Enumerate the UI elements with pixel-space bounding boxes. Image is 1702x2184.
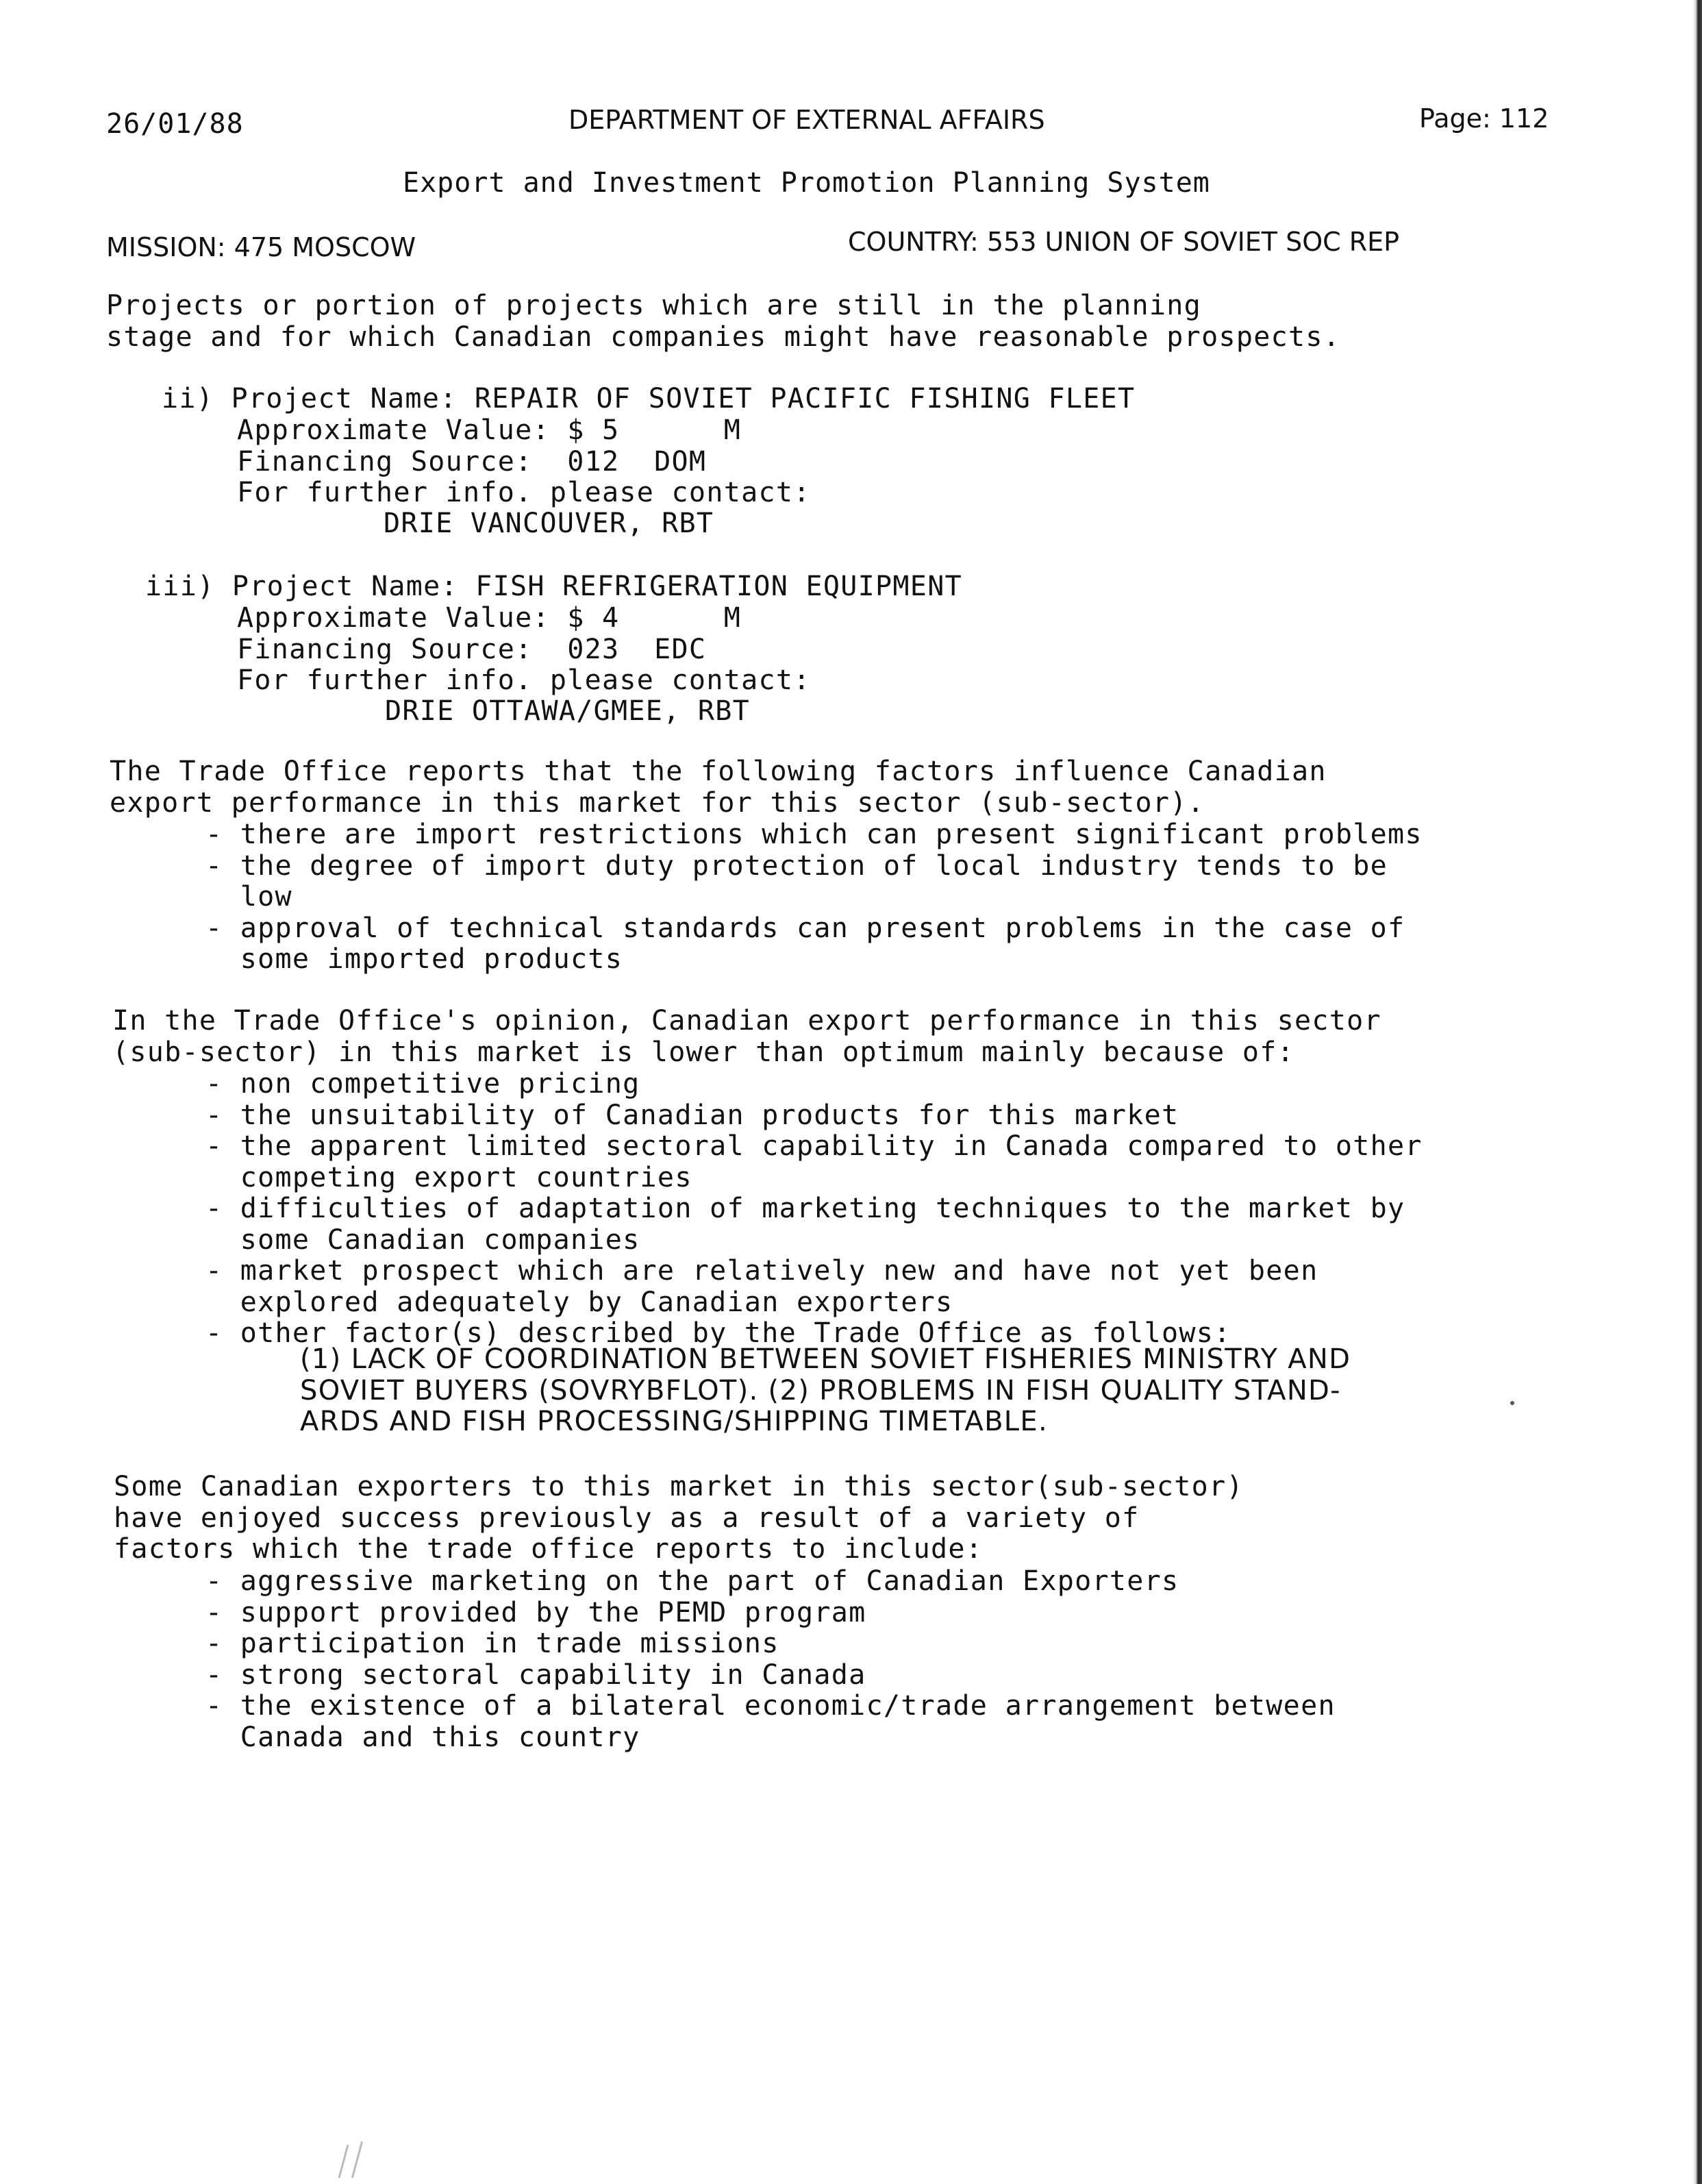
- list-item: competing export countries: [205, 1161, 692, 1193]
- report-date: 26/01/88: [106, 108, 244, 140]
- success-intro-line: have enjoyed success previously as a result of a variety of: [114, 1502, 1140, 1534]
- department-title: DEPARTMENT OF EXTERNAL AFFAIRS: [568, 105, 1045, 135]
- success-list: [205, 1566, 1336, 1753]
- financing-source: Financing Source: 023 EDC: [237, 633, 707, 665]
- list-item: - participation in trade missions: [205, 1628, 779, 1659]
- financing-source: Financing Source: 012 DOM: [237, 445, 707, 477]
- contact-name: DRIE OTTAWA/GMEE, RBT: [385, 695, 751, 727]
- scan-dot: [1510, 1401, 1514, 1405]
- contact-label: For further info. please contact:: [237, 665, 811, 696]
- scan-mark: [351, 2142, 363, 2179]
- approximate-value: Approximate Value: $ 5 M: [237, 414, 742, 446]
- scan-mark: [338, 2144, 349, 2178]
- list-item: Canada and this country: [205, 1721, 640, 1753]
- list-item: - there are import restrictions which can present significant problems: [205, 819, 1423, 850]
- contact-label: For further info. please contact:: [237, 477, 811, 508]
- list-item: - market prospect which are relatively new and have not yet been: [205, 1255, 1318, 1287]
- factors-intro-line: export performance in this market for this sector (sub-sector).: [110, 786, 1205, 819]
- page-number: Page: 112: [1419, 103, 1549, 134]
- page-edge-shadow: [1692, 0, 1702, 2184]
- system-title: Export and Investment Promotion Planning System: [403, 167, 1210, 199]
- intro-line: Projects or portion of projects which are still in the planning: [106, 290, 1202, 321]
- project-ii-details: [237, 415, 811, 509]
- list-item: some imported products: [205, 943, 623, 975]
- project-ii-contact: [384, 508, 714, 540]
- list-item: - aggressive marketing on the part of Canadian Exporters: [205, 1565, 1179, 1597]
- list-item: - non competitive pricing: [205, 1068, 640, 1100]
- success-intro: [114, 1472, 1244, 1565]
- factors-list: [205, 819, 1423, 976]
- list-item: - the apparent limited sectoral capability in Canada compared to other: [205, 1130, 1423, 1162]
- other-factor-line: SOVIET BUYERS (SOVRYBFLOT). (2) PROBLEMS IN FISH QUALITY STAND-: [300, 1374, 1341, 1406]
- country-label: COUNTRY: 553 UNION OF SOVIET SOC REP: [848, 227, 1400, 257]
- opinion-intro-line: In the Trade Office's opinion, Canadian export performance in this sector: [112, 1005, 1381, 1037]
- list-item: - difficulties of adaptation of marketing techniques to the market by: [205, 1193, 1405, 1224]
- success-intro-line: Some Canadian exporters to this market in this sector(sub-sector): [114, 1471, 1244, 1502]
- opinion-list: [205, 1069, 1423, 1350]
- opinion-intro: [112, 1006, 1381, 1068]
- other-factor-line: ARDS AND FISH PROCESSING/SHIPPING TIMETABLE.: [300, 1406, 1048, 1437]
- project-iii-label-block: [145, 571, 962, 603]
- list-item: some Canadian companies: [205, 1224, 640, 1256]
- other-factors-text: [300, 1344, 1351, 1438]
- list-item: - the existence of a bilateral economic/trade arrangement between: [205, 1690, 1336, 1722]
- project-iii-contact: [385, 696, 750, 728]
- opinion-intro-line: (sub-sector) in this market is lower than optimum mainly because of:: [112, 1036, 1294, 1068]
- project-ii-label-block: [162, 384, 1135, 415]
- project-iii-details: [237, 603, 811, 697]
- list-item: - the degree of import duty protection of local industry tends to be: [205, 849, 1388, 882]
- intro-line: stage and for which Canadian companies might have reasonable prospects.: [106, 321, 1341, 353]
- project-name: iii) Project Name: FISH REFRIGERATION EQUIPMENT: [145, 571, 962, 602]
- project-name: ii) Project Name: REPAIR OF SOVIET PACIFIC FISHING FLEET: [162, 383, 1136, 414]
- list-item: low: [205, 881, 292, 913]
- list-item: - other factor(s) described by the Trade Office as follows:: [205, 1317, 1231, 1349]
- success-intro-line: factors which the trade office reports to include:: [114, 1533, 984, 1565]
- approximate-value: Approximate Value: $ 4 M: [237, 602, 742, 634]
- other-factor-line: (1) LACK OF COORDINATION BETWEEN SOVIET FISHERIES MINISTRY AND: [300, 1343, 1351, 1375]
- list-item: - approval of technical standards can present problems in the case of: [205, 912, 1405, 944]
- list-item: - the unsuitability of Canadian products for this market: [205, 1099, 1179, 1131]
- contact-name: DRIE VANCOUVER, RBT: [384, 508, 714, 539]
- intro-paragraph: [106, 290, 1340, 353]
- list-item: - strong sectoral capability in Canada: [205, 1659, 866, 1691]
- mission-label: MISSION: 475 MOSCOW: [106, 232, 416, 262]
- factors-intro-line: The Trade Office reports that the following factors influence Canadian: [110, 756, 1327, 787]
- list-item: explored adequately by Canadian exporters: [205, 1286, 953, 1318]
- factors-intro: [110, 756, 1327, 819]
- list-item: - support provided by the PEMD program: [205, 1596, 866, 1628]
